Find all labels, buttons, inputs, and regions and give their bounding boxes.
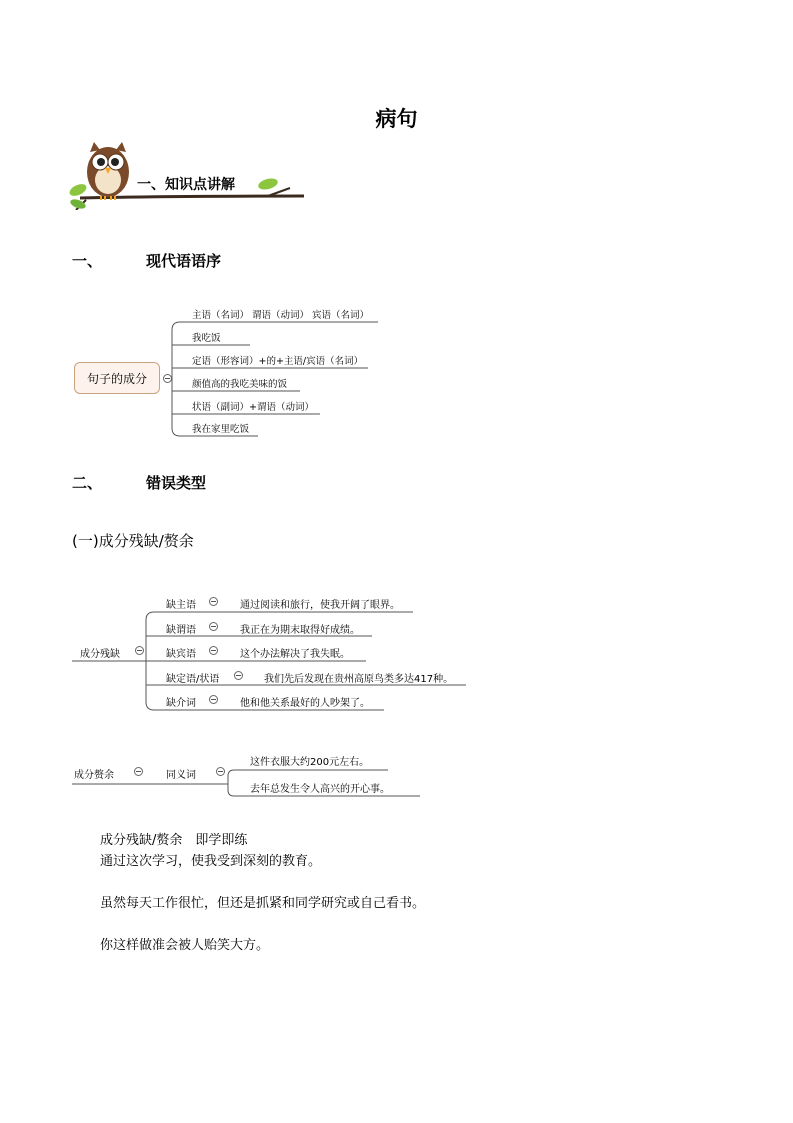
collapse-icon[interactable] xyxy=(134,767,143,776)
section-label: 现代语语序 xyxy=(146,252,222,270)
mindmap-example: 这件衣服大约200元左右。 xyxy=(250,757,370,768)
mindmap-example: 他和他关系最好的人吵架了。 xyxy=(240,698,370,709)
mindmap-item: 我在家里吃饭 xyxy=(192,424,250,435)
practice-sentence: 虽然每天工作很忙，但还是抓紧和同学研究或自己看书。 xyxy=(100,896,426,911)
mindmap-item: 主语（名词） 谓语（动词） 宾语（名词） xyxy=(192,310,370,321)
practice-heading: 成分残缺/赘余 即学即练 xyxy=(100,833,248,848)
mindmap-root-node: 句子的成分 xyxy=(74,362,160,394)
page-title: 病句 xyxy=(375,107,418,131)
collapse-icon[interactable] xyxy=(234,671,243,680)
collapse-icon[interactable] xyxy=(209,646,218,655)
subsection-heading: (一)成分残缺/赘余 xyxy=(72,532,194,550)
practice-sentence: 你这样做准会被人贻笑大方。 xyxy=(100,938,270,953)
collapse-icon[interactable] xyxy=(216,767,225,776)
section-banner-title: 一、知识点讲解 xyxy=(137,177,235,193)
collapse-icon[interactable] xyxy=(135,646,144,655)
section-number: 二、 xyxy=(72,474,103,492)
mindmap-item: 我吃饭 xyxy=(192,333,221,344)
mindmap-example: 我正在为期末取得好成绩。 xyxy=(240,625,360,636)
collapse-icon[interactable] xyxy=(209,597,218,606)
mindmap-branch-label: 缺介词 xyxy=(166,698,196,709)
mindmap-branch-label: 缺主语 xyxy=(166,600,196,611)
mindmap-branch-label: 缺定语/状语 xyxy=(166,674,220,685)
mindmap-example: 我们先后发现在贵州高原鸟类多达417种。 xyxy=(264,674,454,685)
mindmap-example: 这个办法解决了我失眠。 xyxy=(240,649,350,660)
collapse-icon[interactable] xyxy=(209,695,218,704)
mindmap-branch-label: 缺宾语 xyxy=(166,649,196,660)
mindmap-example: 去年总发生令人高兴的开心事。 xyxy=(250,784,390,795)
mindmap-item: 颜值高的我吃美味的饭 xyxy=(192,379,288,390)
section-label: 错误类型 xyxy=(146,474,207,492)
collapse-icon[interactable] xyxy=(163,374,172,383)
practice-sentence: 通过这次学习，使我受到深刻的教育。 xyxy=(100,854,322,869)
mindmap-branch-label: 同义词 xyxy=(166,770,196,781)
section-number: 一、 xyxy=(72,252,103,270)
mindmap-branch-label: 缺谓语 xyxy=(166,625,196,636)
mindmap-item: 定语（形容词）+的+主语/宾语（名词） xyxy=(192,356,364,367)
collapse-icon[interactable] xyxy=(209,622,218,631)
mindmap-root-node: 成分赘余 xyxy=(74,770,114,781)
mindmap-item: 状语（副词）+谓语（动词） xyxy=(192,402,314,413)
mindmap-root-node: 成分残缺 xyxy=(80,649,120,660)
mindmap-example: 通过阅读和旅行，使我开阔了眼界。 xyxy=(240,600,400,611)
